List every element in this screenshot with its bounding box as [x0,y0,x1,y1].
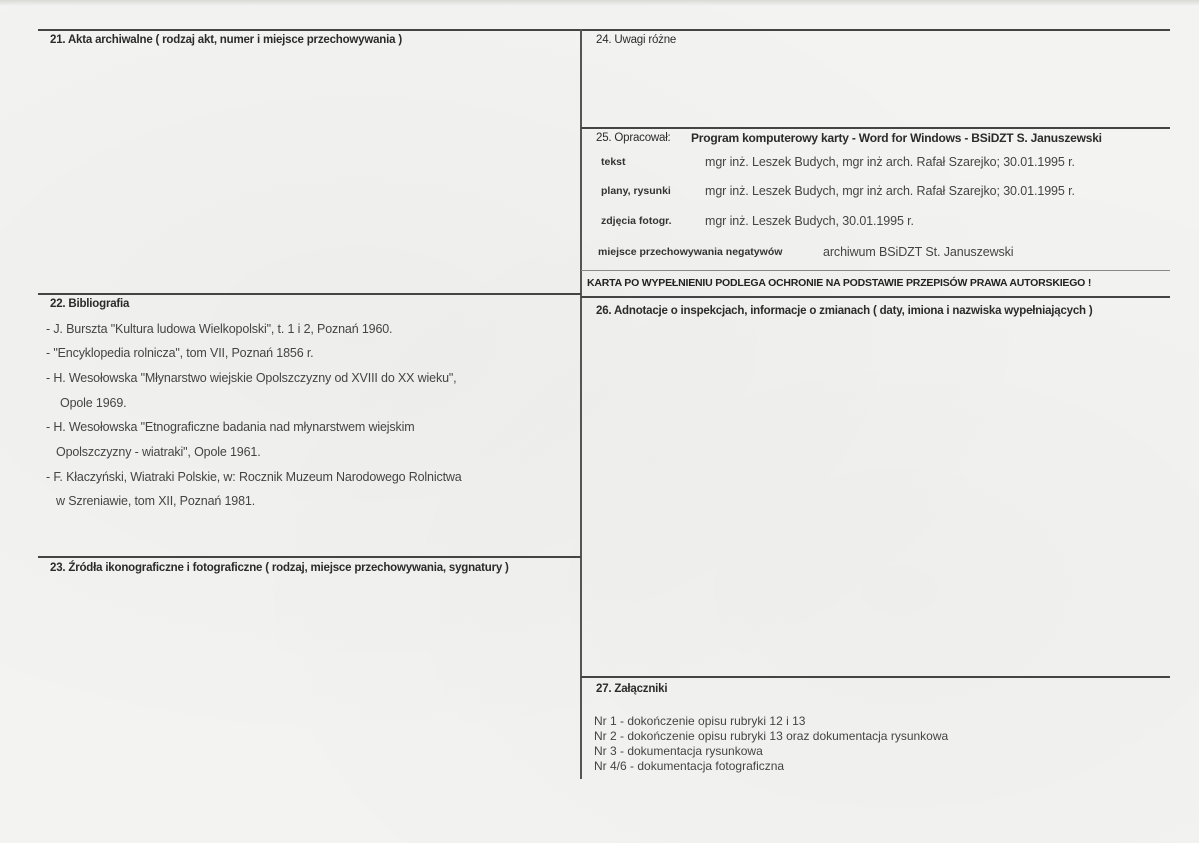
divider-25-26 [581,296,1170,298]
attachment-item: Nr 3 - dokumentacja rysunkowa [594,744,763,758]
row-zdjecia-value: mgr inż. Leszek Budych, 30.01.1995 r. [705,214,914,228]
divider-26-27 [581,676,1170,678]
attachment-item: Nr 2 - dokończenie opisu rubryki 13 oraz dokumentacja rysunkowa [594,729,949,743]
bibliography-line: - H. Wesołowska "Etnograficzne badania nad młynarstwem wiejskim [46,420,415,434]
section-25-program: Program komputerowy karty - Word for Windows - BSiDZT S. Januszewski [691,131,1102,145]
negatives-label: miejsce przechowywania negatywów [598,246,783,258]
bibliography-line: Opole 1969. [60,396,127,410]
divider-24-25 [581,127,1170,129]
bibliography-line: w Szreniawie, tom XII, Poznań 1981. [56,494,256,508]
attachment-item: Nr 4/6 - dokumentacja fotograficzna [594,759,785,773]
row-tekst-label: tekst [601,156,626,168]
divider-22-23 [38,556,581,558]
section-27-title: 27. Załączniki [596,683,668,695]
bibliography-line: Opolszczyzny - wiatraki", Opole 1961. [56,445,261,459]
bibliography-line: - J. Burszta "Kultura ludowa Wielkopolski", t. 1 i 2, Poznań 1960. [46,322,393,336]
bibliography-line: - H. Wesołowska "Młynarstwo wiejskie Opolszczyzny od XVIII do XX wieku", [46,371,457,385]
copyright-notice: KARTA PO WYPEŁNIENIU PODLEGA OCHRONIE NA PODSTAWIE PRZEPISÓW PRAWA AUTORSKIEGO ! [587,277,1092,289]
top-border [38,29,1170,31]
section-24-title: 24. Uwagi różne [596,34,677,46]
divider-25-notice-top [581,270,1170,271]
bibliography-line: - F. Kłaczyński, Wiatraki Polskie, w: Rocznik Muzeum Narodowego Rolnictwa [46,470,462,484]
row-zdjecia-label: zdjęcia fotogr. [601,215,672,227]
row-plany-label: plany, rysunki [601,185,671,197]
attachment-item: Nr 1 - dokończenie opisu rubryki 12 i 13 [594,714,806,728]
section-23-title: 23. Źródła ikonograficzne i fotograficzne ( rodzaj, miejsce przechowywania, sygnatury ) [50,562,509,574]
row-plany-value: mgr inż. Leszek Budych, mgr inż arch. Rafał Szarejko; 30.01.1995 r. [705,184,1075,198]
scan-edge-shadow [0,0,1199,6]
section-22-title: 22. Bibliografia [50,298,130,310]
section-26-title: 26. Adnotacje o inspekcjach, informacje o zmianach ( daty, imiona i nazwiska wypełniających ) [596,305,1093,317]
section-21-title: 21. Akta archiwalne ( rodzaj akt, numer i miejsce przechowywania ) [50,34,402,46]
section-25-label: 25. Opracował: [596,132,671,144]
negatives-value: archiwum BSiDZT St. Januszewski [823,245,1014,259]
center-divider [580,29,582,779]
bibliography-line: - "Encyklopedia rolnicza", tom VII, Poznań 1856 r. [46,346,314,360]
row-tekst-value: mgr inż. Leszek Budych, mgr inż arch. Rafał Szarejko; 30.01.1995 r. [705,155,1075,169]
divider-21-22 [38,293,581,295]
